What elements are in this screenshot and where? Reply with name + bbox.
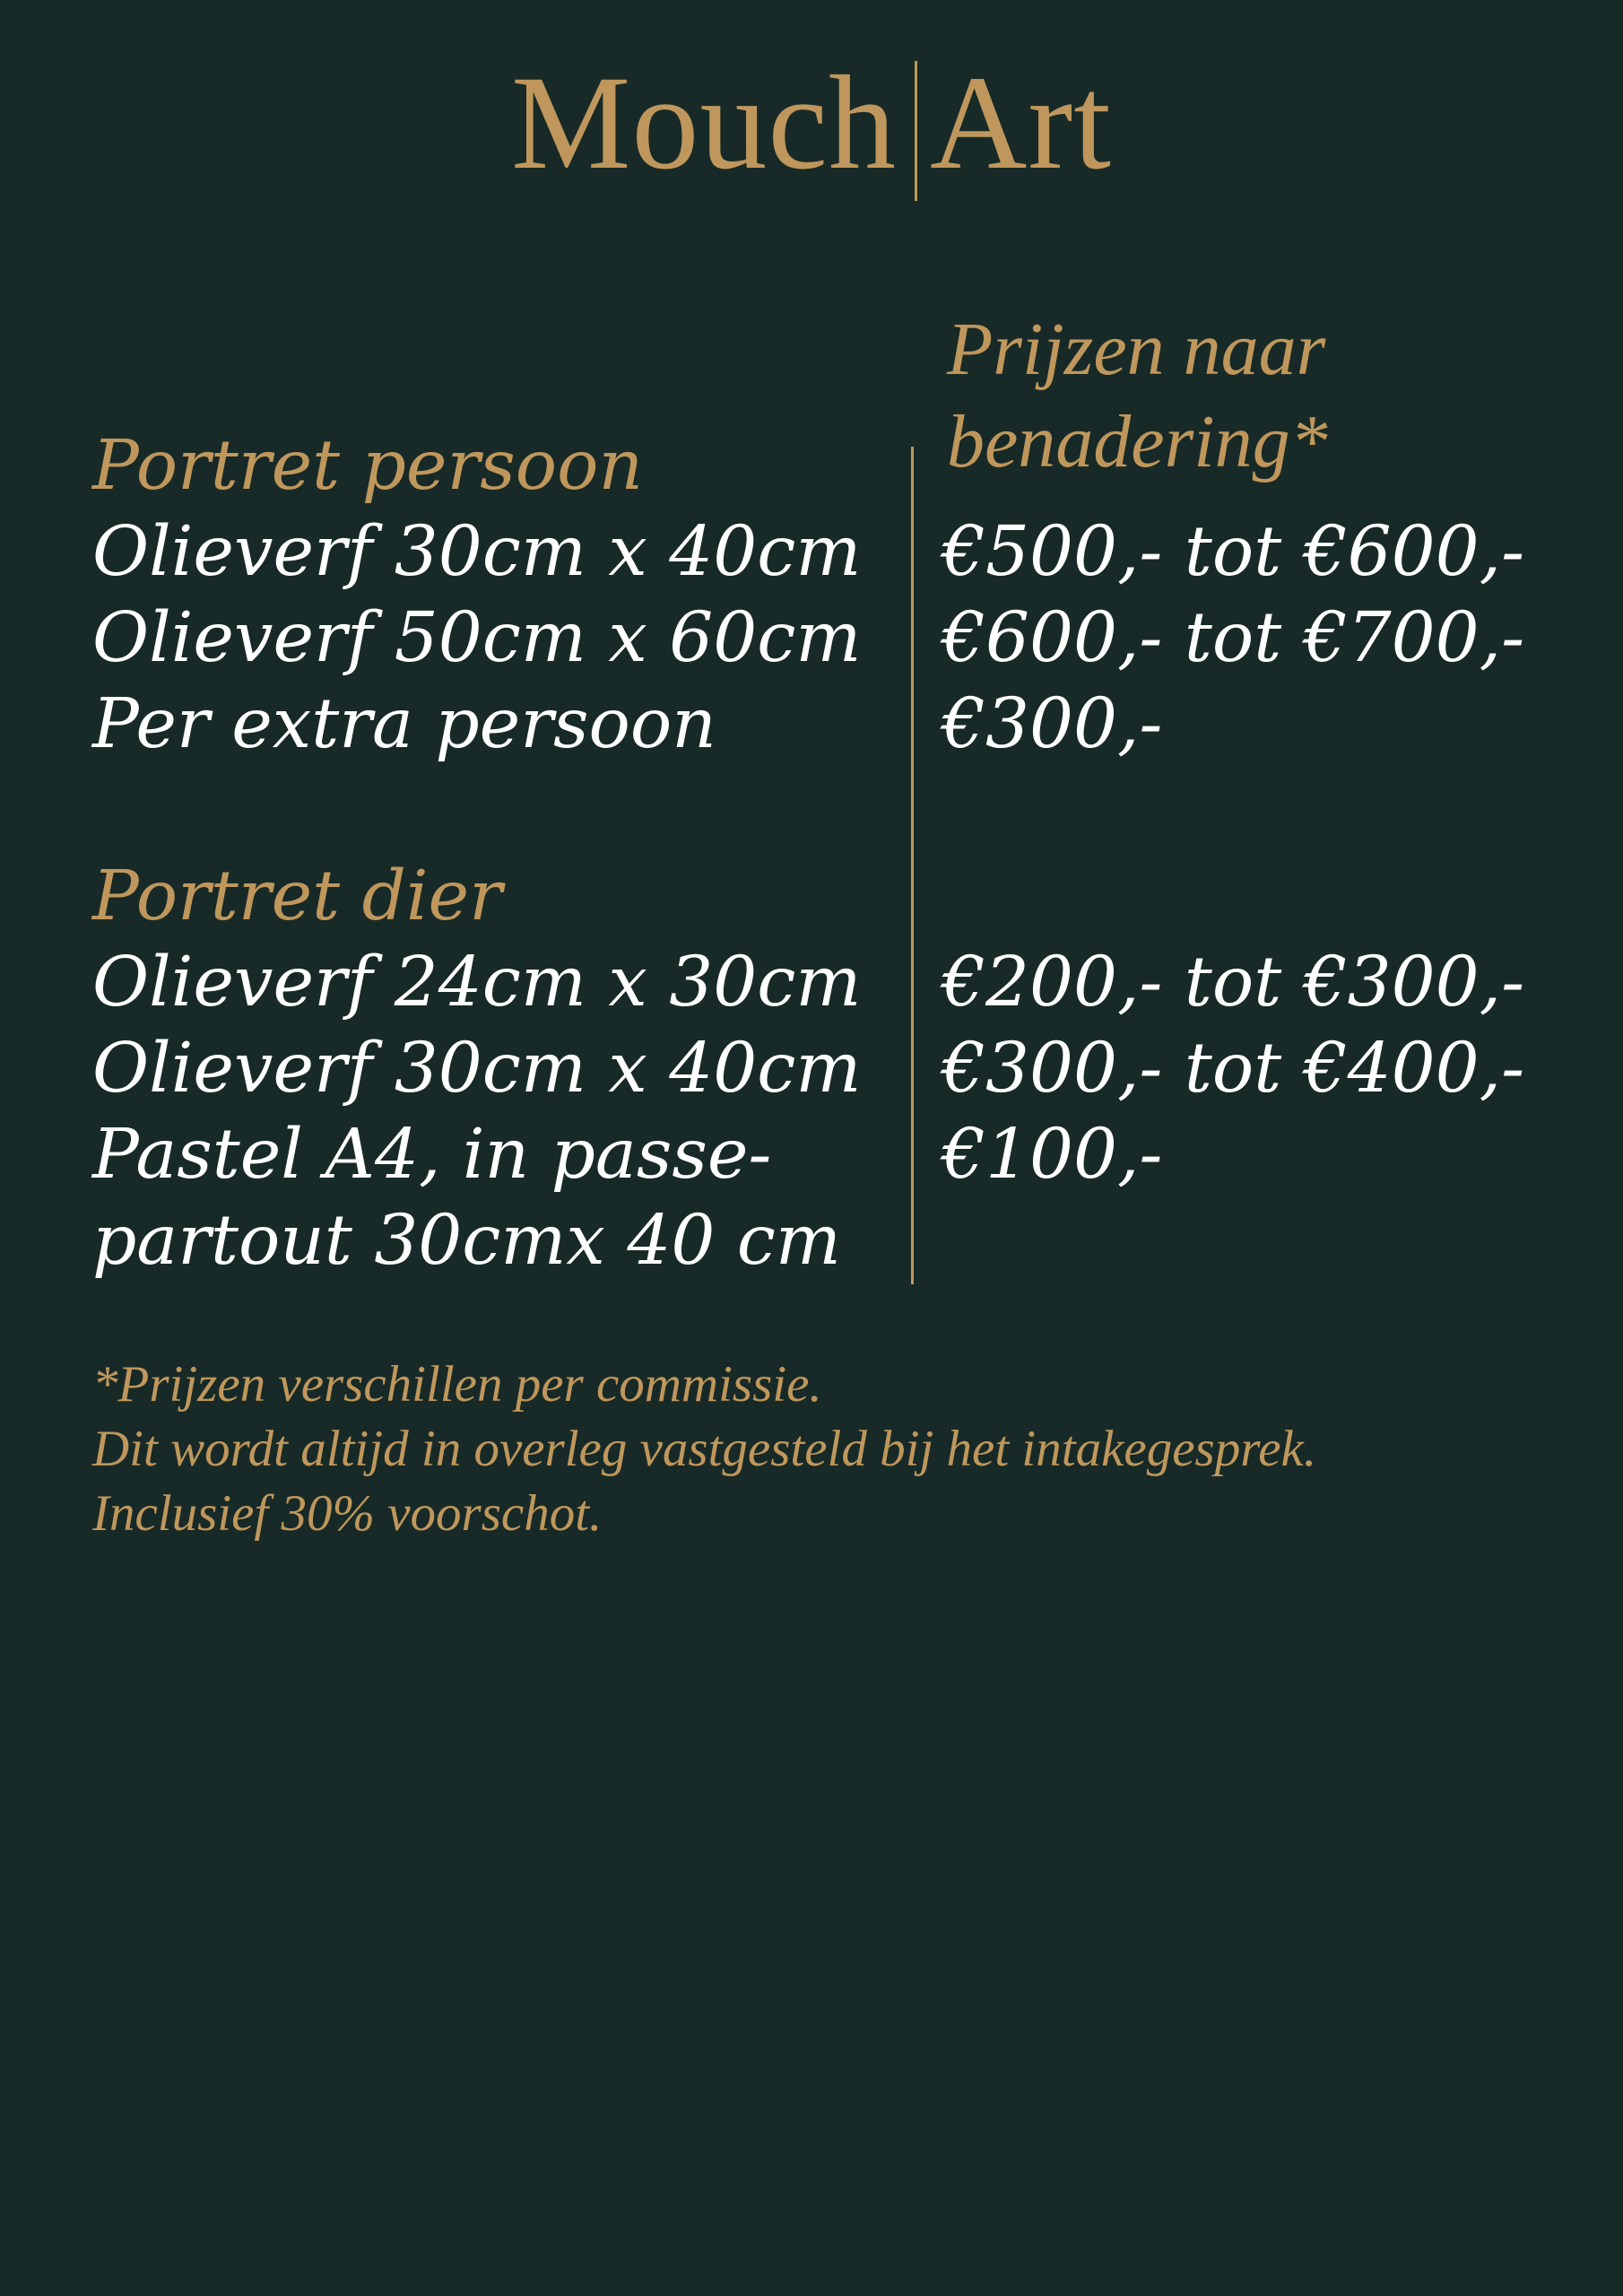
footnote — [92, 1352, 1527, 1546]
item-price: €200,- tot €300,- — [942, 943, 1525, 1022]
item-price: €500,- tot €600,- — [942, 512, 1525, 592]
item-labels-column — [92, 423, 917, 1284]
item-label: Per extra persoon — [92, 684, 716, 764]
item-label: Olieverf 30cm x 40cm — [92, 1029, 862, 1109]
section-spacer — [92, 768, 917, 854]
item-price: €600,- tot €700,- — [942, 598, 1525, 678]
price-heading-line-1: Prijzen naar — [947, 308, 1326, 391]
prices-column — [942, 423, 1605, 1198]
brand-divider — [915, 61, 917, 201]
column-divider — [911, 447, 914, 1284]
brand-logo — [0, 48, 1623, 201]
item-label: Olieverf 30cm x 40cm — [92, 512, 862, 592]
brand-name-right: Art — [930, 48, 1112, 197]
item-label-line-1: Pastel A4, in passe- — [92, 1115, 772, 1195]
price-spacer — [942, 854, 1605, 940]
footnote-line-1: *Prijzen verschillen per commissie. — [92, 1356, 822, 1413]
footnote-line-2: Dit wordt altijd in overleg vastgesteld bij het intakegesprek. — [92, 1421, 1317, 1477]
item-label: Olieverf 50cm x 60cm — [92, 598, 862, 678]
item-price: €300,- tot €400,- — [942, 1029, 1525, 1109]
item-price: €300,- — [942, 684, 1163, 764]
footnote-line-3: Inclusief 30% voorschot. — [92, 1485, 603, 1542]
item-price: €100,- — [942, 1115, 1163, 1195]
price-spacer — [942, 423, 1605, 509]
price-heading-line-2: benadering* — [947, 400, 1328, 483]
section-title-portret-persoon: Portret persoon — [92, 426, 644, 506]
section-title-portret-dier: Portret dier — [92, 857, 502, 936]
item-label: Olieverf 24cm x 30cm — [92, 943, 862, 1022]
item-label-line-2: partout 30cmx 40 cm — [92, 1201, 841, 1281]
brand-name-left: Mouch — [511, 48, 897, 197]
price-spacer — [942, 768, 1605, 854]
